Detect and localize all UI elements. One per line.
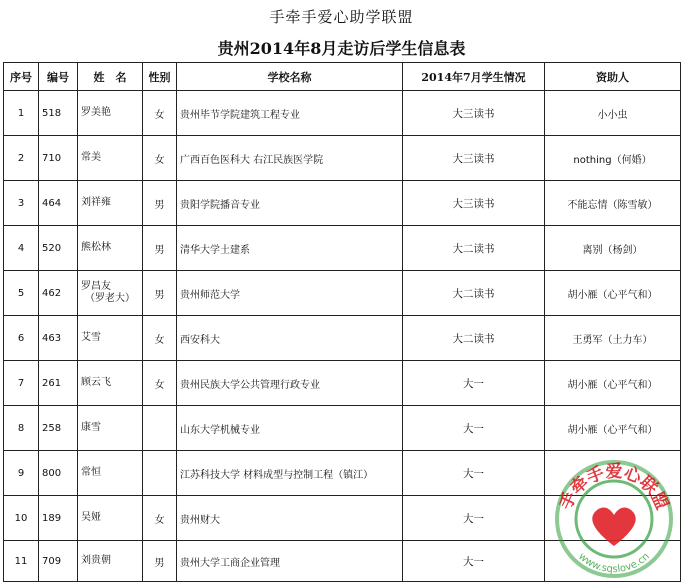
table-row (4, 136, 681, 181)
cell-name (78, 541, 143, 582)
cell-name (78, 451, 143, 496)
cell-id: 258 (39, 406, 78, 451)
cell-name (78, 361, 143, 406)
cell-gender: 女 (143, 496, 177, 541)
cell-school: 广西百色医科大 右江民族医学院 (177, 136, 403, 181)
cell-school: 贵州财大 (177, 496, 403, 541)
student-name: 刘祥雍 (81, 197, 111, 208)
table-row (4, 226, 681, 271)
cell-gender (143, 451, 177, 496)
cell-school: 贵阳学院播音专业 (177, 181, 403, 226)
cell-gender: 女 (143, 136, 177, 181)
student-name: 常恒 (81, 467, 101, 478)
student-name: 顾云飞 (81, 377, 111, 388)
table-row (4, 361, 681, 406)
student-name: 康雪 (81, 422, 101, 433)
organization-name: 手牵手爱心助学联盟 (269, 8, 414, 26)
cell-id: 518 (39, 91, 78, 136)
cell-sponsor: 小小虫 (545, 91, 681, 136)
cell-school: 贵州民族大学公共管理行政专业 (177, 361, 403, 406)
student-nickname: （罗老大） (85, 293, 135, 304)
cell-sponsor: 胡小雁（心平气和） (545, 271, 681, 316)
document-title: 贵州2014年8月走访后学生信息表 (217, 39, 466, 58)
column-header-gender: 性别 (143, 63, 177, 91)
column-header-status: 2014年7月学生情况 (403, 63, 545, 91)
cell-seq: 4 (4, 226, 39, 271)
cell-sponsor: 王勇军（土力车） (545, 316, 681, 361)
cell-sponsor: 胡小雁（心平气和） (545, 406, 681, 451)
student-name: 熊松林 (81, 242, 111, 253)
cell-status: 大二读书 (403, 316, 545, 361)
cell-sponsor: 离别（杨剑） (545, 226, 681, 271)
cell-seq: 8 (4, 406, 39, 451)
cell-name (78, 406, 143, 451)
cell-school: 清华大学土建系 (177, 226, 403, 271)
heart-icon (592, 507, 635, 546)
cell-seq: 2 (4, 136, 39, 181)
cell-status: 大三读书 (403, 181, 545, 226)
table-row (4, 271, 681, 316)
cell-school: 贵州师范大学 (177, 271, 403, 316)
cell-status: 大三读书 (403, 136, 545, 181)
cell-id: 800 (39, 451, 78, 496)
cell-gender: 男 (143, 541, 177, 582)
column-header-seq: 序号 (4, 63, 39, 91)
cell-gender: 男 (143, 181, 177, 226)
cell-seq: 5 (4, 271, 39, 316)
column-header-name: 姓 名 (78, 63, 143, 91)
stamp-url: www.sqslove.cn (576, 551, 652, 576)
cell-sponsor: 不能忘情（陈雪敏） (545, 181, 681, 226)
cell-status: 大一 (403, 451, 545, 496)
cell-sponsor: nothing（何婚） (545, 136, 681, 181)
student-name: 罗美艳 (81, 107, 111, 118)
cell-sponsor: 胡小雁（心平气和） (545, 361, 681, 406)
cell-name (78, 496, 143, 541)
cell-gender: 男 (143, 226, 177, 271)
cell-id: 462 (39, 271, 78, 316)
cell-status: 大一 (403, 496, 545, 541)
cell-school: 贵州大学工商企业管理 (177, 541, 403, 582)
cell-status: 大一 (403, 541, 545, 582)
cell-status: 大三读书 (403, 91, 545, 136)
cell-name (78, 226, 143, 271)
table-row (4, 91, 681, 136)
cell-id: 261 (39, 361, 78, 406)
cell-name (78, 316, 143, 361)
table-row (4, 181, 681, 226)
cell-seq: 6 (4, 316, 39, 361)
cell-gender: 女 (143, 361, 177, 406)
cell-id: 710 (39, 136, 78, 181)
cell-id: 189 (39, 496, 78, 541)
cell-name (78, 91, 143, 136)
student-name: 罗昌友 (81, 281, 111, 292)
cell-name (78, 136, 143, 181)
cell-seq: 3 (4, 181, 39, 226)
cell-gender: 男 (143, 271, 177, 316)
stamp-arc-text: 手牵手爱心联盟 (556, 462, 672, 513)
table-header-row (4, 63, 681, 91)
cell-seq: 10 (4, 496, 39, 541)
cell-name (78, 271, 143, 316)
cell-gender: 女 (143, 91, 177, 136)
cell-status: 大二读书 (403, 226, 545, 271)
student-name: 吴娅 (81, 512, 101, 523)
cell-status: 大一 (403, 406, 545, 451)
table-row (4, 316, 681, 361)
alliance-stamp (553, 458, 675, 580)
cell-school: 贵州毕节学院建筑工程专业 (177, 91, 403, 136)
cell-seq: 9 (4, 451, 39, 496)
column-header-id: 编号 (39, 63, 78, 91)
cell-seq: 7 (4, 361, 39, 406)
cell-school: 山东大学机械专业 (177, 406, 403, 451)
column-header-school: 学校名称 (177, 63, 403, 91)
table-row (4, 406, 681, 451)
student-name: 常美 (81, 152, 101, 163)
cell-seq: 1 (4, 91, 39, 136)
column-header-sponsor: 资助人 (545, 63, 681, 91)
cell-status: 大一 (403, 361, 545, 406)
cell-gender (143, 406, 177, 451)
student-name: 艾雪 (81, 332, 101, 343)
cell-id: 464 (39, 181, 78, 226)
cell-gender: 女 (143, 316, 177, 361)
student-name: 刘贵朝 (81, 555, 111, 566)
cell-id: 463 (39, 316, 78, 361)
cell-id: 520 (39, 226, 78, 271)
cell-seq: 11 (4, 541, 39, 582)
cell-status: 大二读书 (403, 271, 545, 316)
cell-id: 709 (39, 541, 78, 582)
cell-school: 西安科大 (177, 316, 403, 361)
cell-name (78, 181, 143, 226)
cell-school: 江苏科技大学 材料成型与控制工程（镇江） (177, 451, 403, 496)
